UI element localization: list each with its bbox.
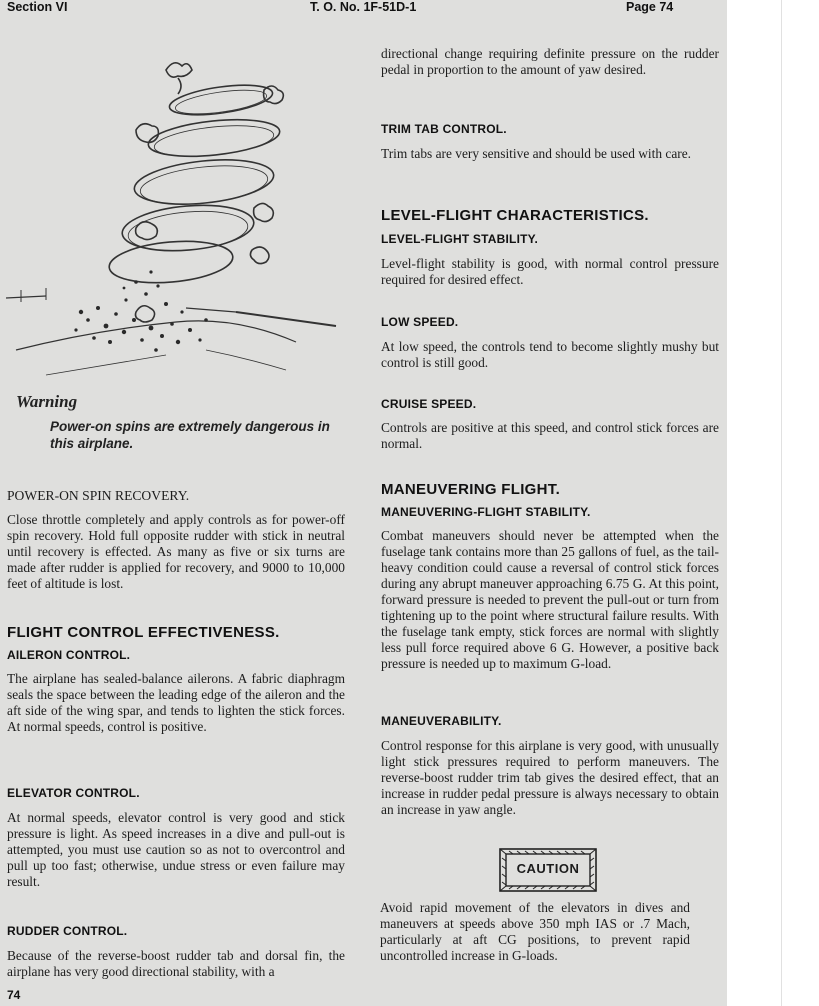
trim-tab-heading: TRIM TAB CONTROL. xyxy=(381,122,507,136)
rudder-heading: RUDDER CONTROL. xyxy=(7,924,128,938)
level-stability-heading: LEVEL-FLIGHT STABILITY. xyxy=(381,232,539,246)
low-speed-text: At low speed, the controls tend to become slightly mushy but control is still good. xyxy=(381,339,719,370)
maneuvering-stability-text: Combat maneuvers should never be attempted when the fuselage tank contains more than 25 gallons of fuel, as the tail-heavy condition could cause a reversal of control stick forces during any abrupt maneuver approaching 6.75 G. At this point, forward pressure is needed to prevent the pull-out or turn from tightening up to the point where structural failure results. With the fuselage tank empty, stick forces are normal with slightly less pull force required above 6 G. However, a positive back pressure is needed up to maximum G-load. xyxy=(381,528,719,671)
spin-illustration xyxy=(6,50,351,385)
caution-label: CAUTION xyxy=(516,861,580,876)
document-number: T. O. No. 1F-51D-1 xyxy=(310,0,417,14)
cruise-speed-heading: CRUISE SPEED. xyxy=(381,397,477,411)
maneuvering-flight-heading: MANEUVERING FLIGHT. xyxy=(381,481,561,498)
warning-title: Warning xyxy=(16,392,78,411)
rudder-continued-text: directional change requiring definite pressure on the rudder pedal in proportion to the amount of yaw desired. xyxy=(381,46,719,77)
elevator-text: At normal speeds, elevator control is very good and stick pressure is light. As speed increases in a dive and pull-out is attempted, you must use caution so as not to overcontrol and pull up too fast; otherwise, undue stress or even failure may result. xyxy=(7,810,345,889)
level-flight-heading: LEVEL-FLIGHT CHARACTERISTICS. xyxy=(381,207,649,224)
elevator-heading: ELEVATOR CONTROL. xyxy=(7,786,140,800)
rudder-text: Because of the reverse-boost rudder tab and dorsal fin, the airplane has very good directional stability, with a xyxy=(7,948,345,979)
flight-control-heading: FLIGHT CONTROL EFFECTIVENESS. xyxy=(7,624,280,641)
caution-badge xyxy=(499,848,597,892)
page-label: Page 74 xyxy=(626,0,674,14)
maneuvering-stability-heading: MANEUVERING-FLIGHT STABILITY. xyxy=(381,505,591,519)
aileron-text: The airplane has sealed-balance ailerons. A fabric diaphragm seals the space between the leading edge of the aileron and the aft side of the wing spar, and tends to lighten the stick forces. At normal speeds, control is positive. xyxy=(7,671,345,734)
cruise-speed-text: Controls are positive at this speed, and control stick forces are normal. xyxy=(381,420,719,451)
section-label: Section VI xyxy=(7,0,68,14)
footer-page-number: 74 xyxy=(7,988,21,1002)
scrollbar-track[interactable] xyxy=(781,0,782,1006)
warning-text: Power-on spins are extremely dangerous in this airplane. xyxy=(50,419,330,451)
power-on-spin-text: Close throttle completely and apply controls as for power-off spin recovery. Hold full opposite rudder with stick in neutral until recovery is effected. As many as five or six turns are made after rudder is applied for recovery, and 9000 to 10,000 feet of altitude is lost. xyxy=(7,512,345,591)
caution-text: Avoid rapid movement of the elevators in dives and maneuvers at speeds above 350 mph IAS or .7 Mach, particularly at aft CG positions, to prevent rapid uncontrolled increase in G-loads. xyxy=(380,900,690,963)
maneuverability-text: Control response for this airplane is very good, with unusually light stick pressures required to perform maneuvers. The reverse-boost rudder trim tab gives the desired effect, that an increase in rudder pedal pressure is always necessary to obtain an increase in yaw angle. xyxy=(381,738,719,817)
maneuverability-heading: MANEUVERABILITY. xyxy=(381,714,502,728)
level-stability-text: Level-flight stability is good, with normal control pressure required for desired effect. xyxy=(381,256,719,287)
low-speed-heading: LOW SPEED. xyxy=(381,315,459,329)
trim-tab-text: Trim tabs are very sensitive and should be used with care. xyxy=(381,146,692,161)
aileron-heading: AILERON CONTROL. xyxy=(7,648,131,662)
power-on-spin-heading: POWER-ON SPIN RECOVERY. xyxy=(7,488,190,503)
